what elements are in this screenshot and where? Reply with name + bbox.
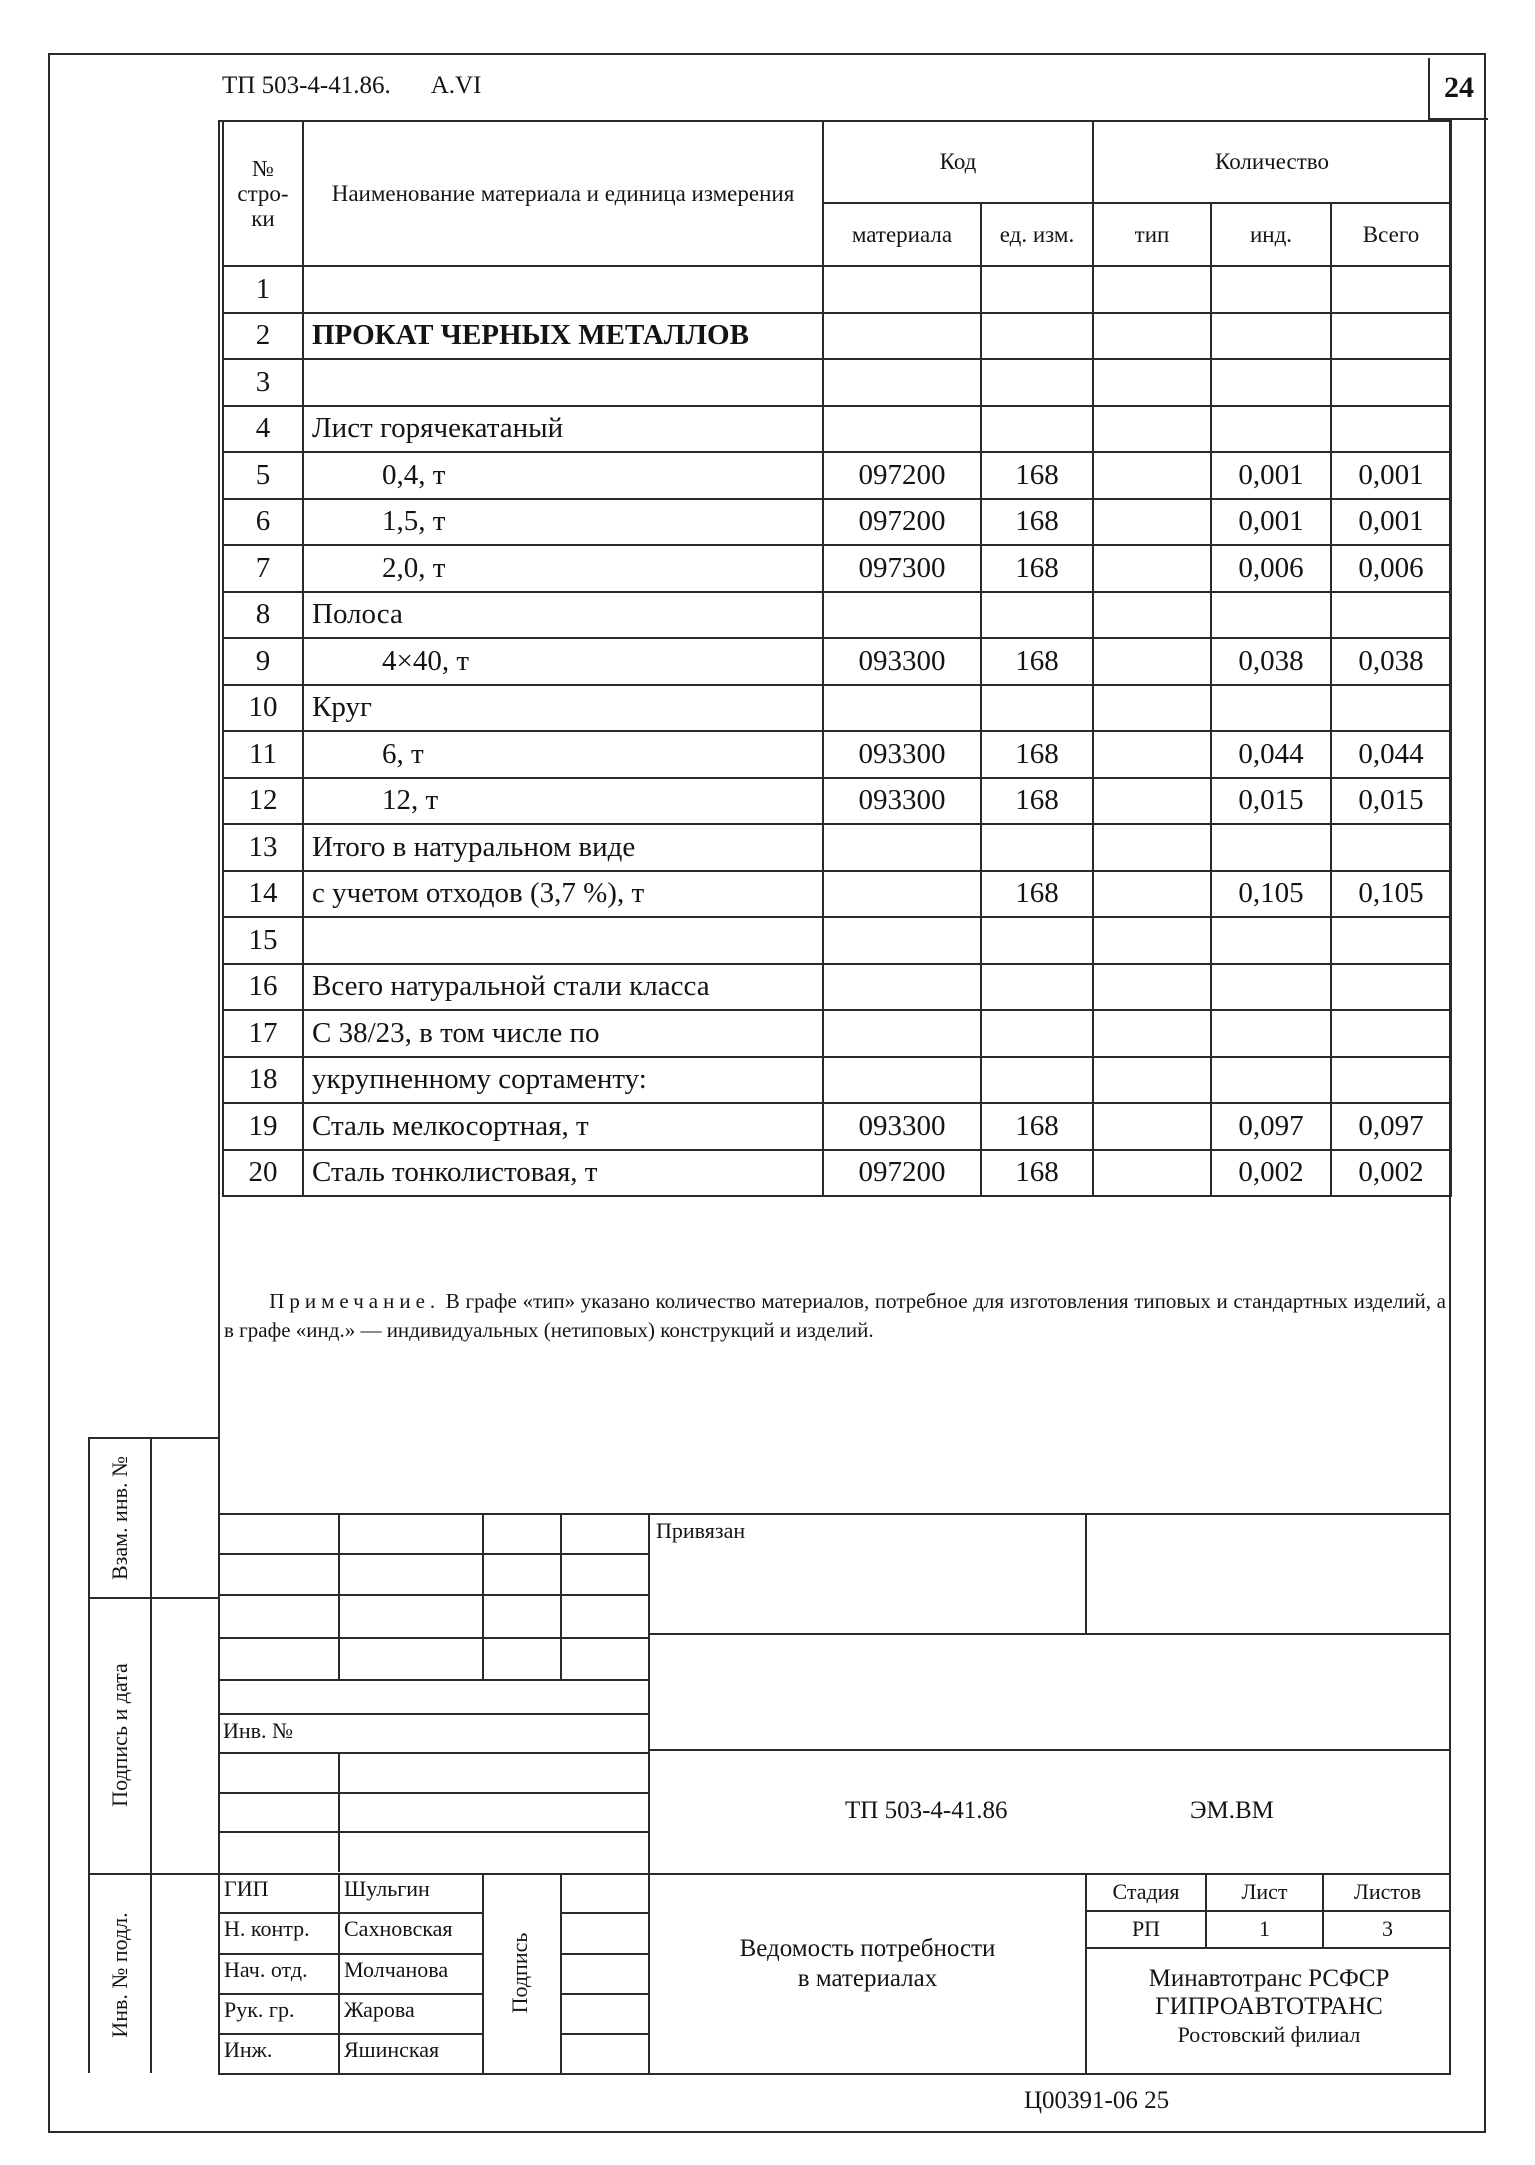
row-qty-ind [1211,313,1331,360]
title-line-2: в материалах [797,1965,938,1992]
row-number: 12 [223,778,303,825]
header-row-no: № стро- ки [223,121,303,266]
row-material-code: 093300 [823,731,981,778]
row-name: Круг [303,685,823,732]
row-material-code: 097300 [823,545,981,592]
table-row [223,685,1451,732]
table-row [223,406,1451,453]
title-line-1: Ведомость потребности [739,1935,996,1962]
side-podpis-data: Подпись и дата [107,1663,132,1807]
row-qty-typ [1093,824,1211,871]
row-qty-total [1331,1057,1451,1104]
row-qty-ind: 0,044 [1211,731,1331,778]
row-name: укрупненному сортаменту: [303,1057,823,1104]
side-inv-podl: Инв. № подл. [107,1912,132,2038]
row-unit-code: 168 [981,638,1093,685]
header-code: Код [823,121,1093,203]
table-row [223,964,1451,1011]
privyazan-label: Привязан [656,1518,746,1543]
row-number: 9 [223,638,303,685]
materials-table [222,120,1452,1197]
row-qty-ind: 0,001 [1211,452,1331,499]
row-material-code [823,406,981,453]
signatures-label: Подпись [507,1932,532,2014]
sheet-value: 1 [1259,1916,1270,1941]
row-name: Сталь мелкосортная, т [303,1103,823,1150]
table-row [223,1103,1451,1150]
header-quantity: Количество [1093,121,1451,203]
row-qty-ind [1211,917,1331,964]
row-qty-ind [1211,406,1331,453]
row-qty-total: 0,105 [1331,871,1451,918]
table-row [223,731,1451,778]
row-qty-ind [1211,964,1331,1011]
row-qty-total: 0,015 [1331,778,1451,825]
row-qty-total: 0,001 [1331,499,1451,546]
row-material-code: 097200 [823,1150,981,1197]
row-unit-code: 168 [981,499,1093,546]
row-unit-code [981,359,1093,406]
row-name [303,917,823,964]
row-name: 12, т [303,778,823,825]
row-unit-code: 168 [981,871,1093,918]
row-number: 8 [223,592,303,639]
row-qty-total [1331,592,1451,639]
role-title: ГИП [224,1876,269,1901]
row-number: 13 [223,824,303,871]
sheets-label: Листов [1353,1879,1422,1904]
row-qty-total [1331,685,1451,732]
tb-doc-code: ТП 503-4-41.86 [845,1797,1008,1824]
row-qty-typ [1093,592,1211,639]
row-qty-ind: 0,006 [1211,545,1331,592]
row-material-code [823,685,981,732]
row-material-code: 093300 [823,778,981,825]
footer-code: Ц00391-06 25 [1024,2087,1170,2114]
row-material-code: 097200 [823,452,981,499]
inv-no-label: Инв. № [223,1718,294,1743]
note-text: В графе «тип» указано количество материалов, потребное для изготовления типовых и стандартных изделий, а в графе «инд.» — индивидуальных (нетиповых) конструкций и изделий. [224,1289,1446,1343]
row-unit-code: 168 [981,778,1093,825]
role-title: Нач. отд. [224,1957,308,1982]
row-qty-typ [1093,1150,1211,1197]
row-unit-code: 168 [981,731,1093,778]
row-unit-code: 168 [981,545,1093,592]
row-number: 18 [223,1057,303,1104]
row-number: 15 [223,917,303,964]
row-name: 2,0, т [303,545,823,592]
row-number: 19 [223,1103,303,1150]
row-qty-typ [1093,964,1211,1011]
role-person: Сахновская [344,1916,453,1941]
row-qty-typ [1093,685,1211,732]
header-qty-ind: инд. [1211,203,1331,266]
row-qty-ind: 0,038 [1211,638,1331,685]
row-unit-code [981,592,1093,639]
row-name: ПРОКАТ ЧЕРНЫХ МЕТАЛЛОВ [303,313,823,360]
row-material-code [823,266,981,313]
role-title: Рук. гр. [224,1997,295,2022]
row-number: 7 [223,545,303,592]
row-qty-typ [1093,499,1211,546]
row-qty-ind: 0,015 [1211,778,1331,825]
album: A.VI [430,72,482,99]
table-row [223,499,1451,546]
row-qty-ind [1211,824,1331,871]
row-qty-ind: 0,002 [1211,1150,1331,1197]
row-qty-total: 0,002 [1331,1150,1451,1197]
table-row [223,592,1451,639]
row-qty-ind [1211,1057,1331,1104]
row-number: 20 [223,1150,303,1197]
row-qty-ind [1211,685,1331,732]
table-row [223,452,1451,499]
role-person: Молчанова [344,1957,449,1982]
header-qty-typ: тип [1093,203,1211,266]
row-name: 0,4, т [303,452,823,499]
header-doc-code [222,72,521,100]
row-qty-typ [1093,452,1211,499]
note [224,1287,1446,1346]
row-material-code [823,313,981,360]
table-row [223,313,1451,360]
table-row [223,824,1451,871]
row-qty-ind: 0,097 [1211,1103,1331,1150]
row-qty-typ [1093,359,1211,406]
header-code-material: материала [823,203,981,266]
row-qty-ind: 0,105 [1211,871,1331,918]
row-qty-ind [1211,1010,1331,1057]
row-unit-code [981,1010,1093,1057]
role-title: Н. контр. [224,1916,310,1941]
table-row [223,917,1451,964]
row-unit-code: 168 [981,1103,1093,1150]
stage-value: РП [1131,1916,1161,1941]
row-name: Всего натуральной стали класса [303,964,823,1011]
row-unit-code [981,313,1093,360]
row-qty-total [1331,824,1451,871]
role-title: Инж. [224,2037,273,2062]
row-material-code [823,1057,981,1104]
row-material-code [823,964,981,1011]
row-qty-typ [1093,1057,1211,1104]
row-qty-total: 0,097 [1331,1103,1451,1150]
row-qty-ind [1211,592,1331,639]
row-qty-typ [1093,871,1211,918]
row-unit-code: 168 [981,452,1093,499]
row-qty-ind: 0,001 [1211,499,1331,546]
row-material-code: 093300 [823,638,981,685]
row-name: С 38/23, в том числе по [303,1010,823,1057]
table-row [223,1010,1451,1057]
doc-code: ТП 503-4-41.86. [222,72,391,99]
row-material-code [823,359,981,406]
side-vzam-inv: Взам. инв. № [107,1456,132,1580]
org-line-1: Минавтотранс РСФСР [1148,1965,1390,1992]
row-qty-total: 0,038 [1331,638,1451,685]
row-material-code: 093300 [823,1103,981,1150]
org-line-2: ГИПРОАВТОТРАНС [1155,1993,1383,2020]
row-name: 6, т [303,731,823,778]
table-row [223,359,1451,406]
note-label: Примечание. [269,1289,441,1313]
row-qty-total [1331,917,1451,964]
tb-doc-mark: ЭМ.ВМ [1190,1797,1274,1824]
row-unit-code [981,964,1093,1011]
row-qty-total: 0,001 [1331,452,1451,499]
row-number: 10 [223,685,303,732]
row-qty-ind [1211,359,1331,406]
row-qty-ind [1211,266,1331,313]
row-name: Сталь тонколистовая, т [303,1150,823,1197]
row-material-code [823,917,981,964]
row-qty-typ [1093,545,1211,592]
row-qty-typ [1093,266,1211,313]
row-qty-typ [1093,638,1211,685]
row-number: 1 [223,266,303,313]
row-material-code [823,824,981,871]
role-person: Шульгин [344,1876,430,1901]
row-qty-total: 0,044 [1331,731,1451,778]
row-qty-typ [1093,1010,1211,1057]
header-name: Наименование материала и единица измерения [303,121,823,266]
row-name [303,266,823,313]
row-unit-code [981,266,1093,313]
role-person: Жарова [344,1997,415,2022]
sheets-value: 3 [1382,1916,1393,1941]
row-material-code: 097200 [823,499,981,546]
row-name [303,359,823,406]
table-row [223,638,1451,685]
row-qty-total [1331,359,1451,406]
row-qty-total [1331,1010,1451,1057]
row-number: 6 [223,499,303,546]
org-line-3: Ростовский филиал [1177,2022,1361,2047]
row-name: с учетом отходов (3,7 %), т [303,871,823,918]
row-name: Лист горячекатаный [303,406,823,453]
row-number: 4 [223,406,303,453]
row-name: Полоса [303,592,823,639]
row-number: 3 [223,359,303,406]
row-qty-total [1331,406,1451,453]
row-qty-typ [1093,731,1211,778]
stage-label: Стадия [1112,1879,1180,1904]
row-material-code [823,1010,981,1057]
row-unit-code [981,824,1093,871]
row-qty-typ [1093,778,1211,825]
row-material-code [823,871,981,918]
table-row [223,545,1451,592]
row-unit-code [981,1057,1093,1104]
row-material-code [823,592,981,639]
header-qty-total: Всего [1331,203,1451,266]
row-name: 1,5, т [303,499,823,546]
row-qty-total [1331,313,1451,360]
row-qty-typ [1093,406,1211,453]
row-qty-typ [1093,917,1211,964]
row-number: 17 [223,1010,303,1057]
row-name: Итого в натуральном виде [303,824,823,871]
sheet-label: Лист [1241,1879,1288,1904]
header-code-unit: ед. изм. [981,203,1093,266]
row-qty-typ [1093,313,1211,360]
role-person: Яшинская [344,2037,440,2062]
table-row [223,1057,1451,1104]
row-number: 5 [223,452,303,499]
table-row [223,871,1451,918]
row-unit-code [981,685,1093,732]
row-qty-total [1331,964,1451,1011]
row-number: 16 [223,964,303,1011]
row-unit-code: 168 [981,1150,1093,1197]
row-qty-total [1331,266,1451,313]
row-unit-code [981,406,1093,453]
row-number: 11 [223,731,303,778]
row-name: 4×40, т [303,638,823,685]
row-qty-total: 0,006 [1331,545,1451,592]
row-number: 2 [223,313,303,360]
table-row [223,266,1451,313]
sheet-number: 24 [1428,58,1488,120]
table-row [223,1150,1451,1197]
row-number: 14 [223,871,303,918]
row-unit-code [981,917,1093,964]
row-qty-typ [1093,1103,1211,1150]
table-row [223,778,1451,825]
